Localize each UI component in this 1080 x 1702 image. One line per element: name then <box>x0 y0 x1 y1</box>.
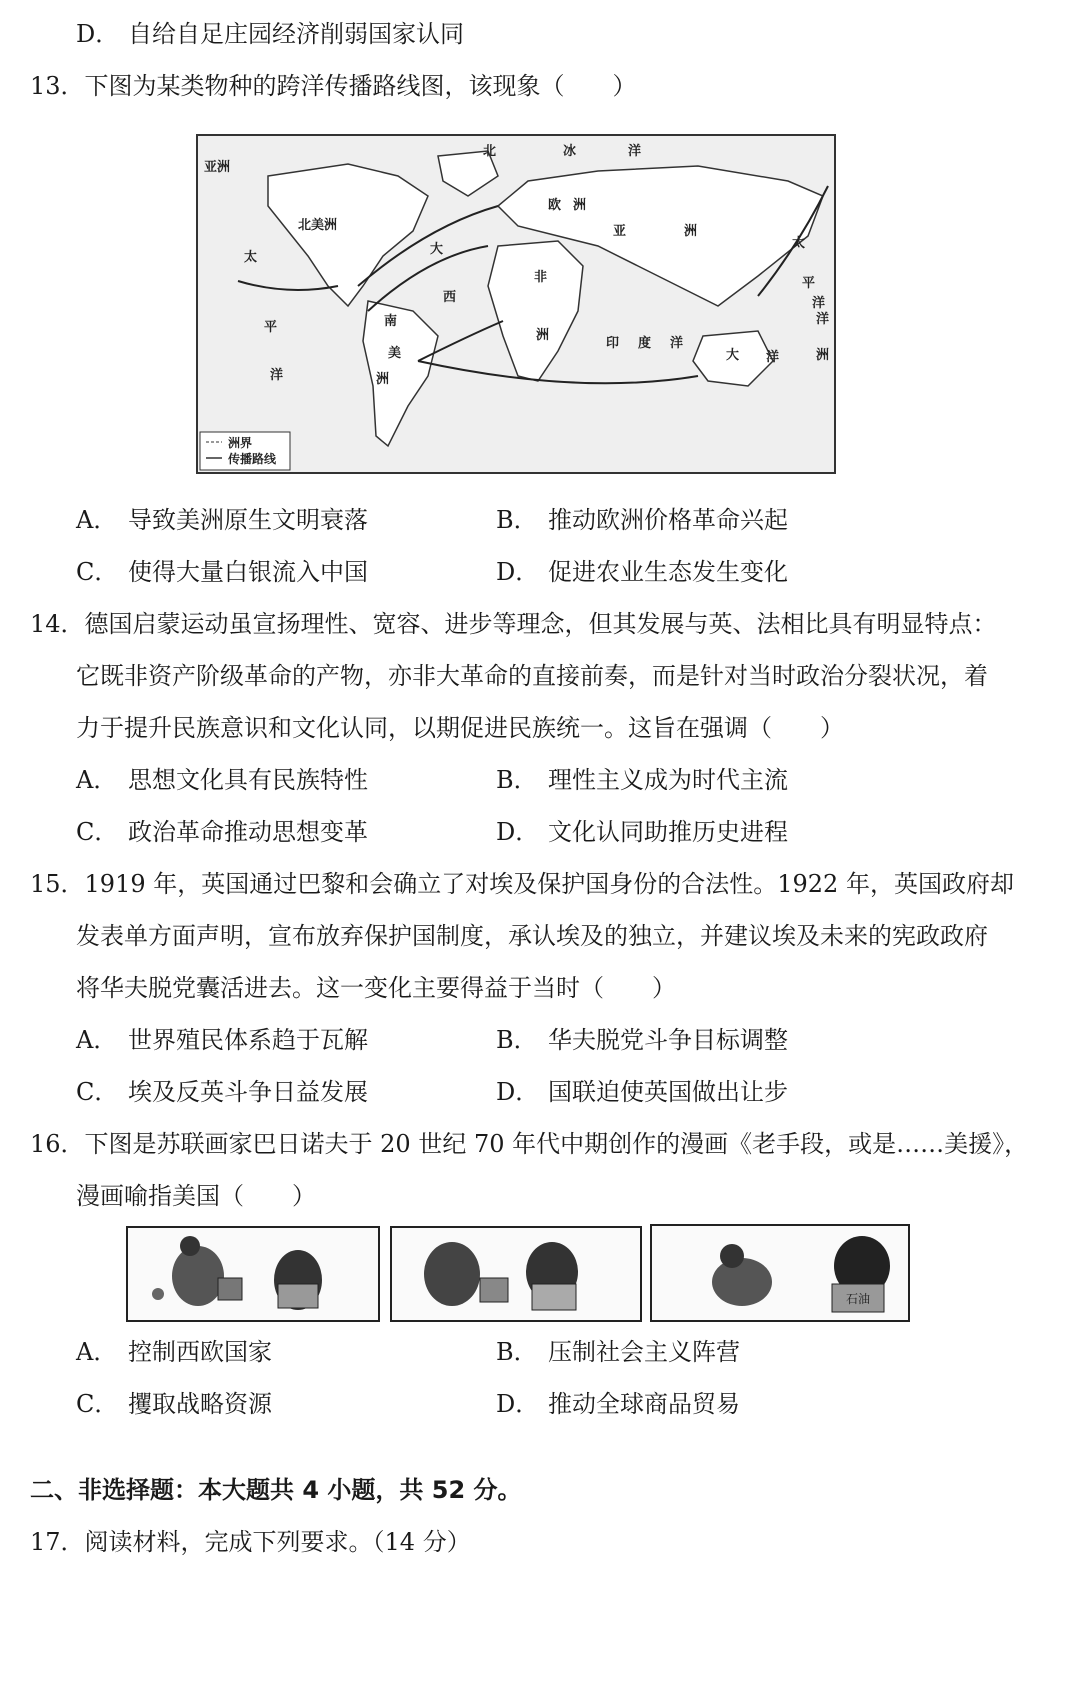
q15-option-a[interactable] <box>76 1024 368 1056</box>
map-label: 洋 <box>766 350 780 365</box>
option-letter: A． <box>76 506 118 534</box>
option-text: 政治革命推动思想变革 <box>128 818 368 846</box>
section-title: 二、非选择题：本大题共 4 小题，共 52 分。 <box>30 1476 522 1504</box>
map-label: 北美洲 <box>298 218 338 233</box>
option-letter: D． <box>496 1390 540 1418</box>
map-label: 大 <box>430 242 444 257</box>
map-label: 平 <box>802 276 816 291</box>
option-letter: B． <box>496 1026 538 1054</box>
q15-stem-line-3: 将华夫脱党囊活进去。这一变化主要得益于当时（ ） <box>76 974 676 1002</box>
option-text: 国联迫使英国做出让步 <box>548 1078 788 1106</box>
q15-stem-line-1: 15．1919 年，英国通过巴黎和会确立了对埃及保护国身份的合法性。1922 年，英国政府却 <box>30 870 1014 898</box>
map-label: 洋 <box>628 144 642 159</box>
q15-option-b[interactable] <box>496 1024 788 1056</box>
q15-option-c[interactable] <box>76 1076 368 1108</box>
cartoon-figure-svg <box>392 1228 640 1320</box>
option-letter: D． <box>76 20 120 48</box>
map-label: 美 <box>388 346 402 361</box>
legend-label-route: 传播路线 <box>228 452 277 466</box>
q14-stem-line-1: 14．德国启蒙运动虽宣扬理性、宽容、进步等理念，但其发展与英、法相比具有明显特点： <box>30 610 997 638</box>
q16-option-b[interactable] <box>496 1336 740 1368</box>
q14-stem-line-3: 力于提升民族意识和文化认同，以期促进民族统一。这旨在强调（ ） <box>76 714 844 742</box>
option-letter: D． <box>496 1078 540 1106</box>
q16-stem-line-2: 漫画喻指美国（ ） <box>76 1182 316 1210</box>
map-label: 洲 <box>816 348 830 363</box>
map-label: 洋 <box>812 296 826 311</box>
cartoon-panel-1 <box>126 1226 380 1322</box>
q16-stem-line-1: 16．下图是苏联画家巴日诺夫于 20 世纪 70 年代中期创作的漫画《老手段，或是……美援》， <box>30 1130 1029 1158</box>
option-letter: C． <box>76 1390 119 1418</box>
option-letter: A． <box>76 1338 118 1366</box>
map-label: 非 <box>534 270 548 285</box>
q15-stem-line-2: 发表单方面声明，宣布放弃保护国制度，承认埃及的独立，并建议埃及未来的宪政政府 <box>76 922 988 950</box>
cartoon-box-label: 石油 <box>846 1292 871 1306</box>
cartoon-figure-svg <box>128 1228 378 1320</box>
option-text: 促进农业生态发生变化 <box>548 558 788 586</box>
option-text: 控制西欧国家 <box>128 1338 272 1366</box>
option-text: 攫取战略资源 <box>128 1390 272 1418</box>
world-map-figure <box>196 134 836 474</box>
cartoon-panel-2 <box>390 1226 642 1322</box>
world-map-svg <box>198 136 834 472</box>
map-label: 洲 <box>376 372 390 387</box>
option-letter: B． <box>496 506 538 534</box>
q13-stem: 13．下图为某类物种的跨洋传播路线图，该现象（ ） <box>30 72 637 100</box>
option-text: 埃及反英斗争日益发展 <box>128 1078 368 1106</box>
option-letter: A． <box>76 766 118 794</box>
option-letter: D． <box>496 818 540 846</box>
option-letter: D． <box>496 558 540 586</box>
option-text: 文化认同助推历史进程 <box>548 818 788 846</box>
map-label: 洲 <box>536 328 550 343</box>
map-label: 平 <box>264 320 278 335</box>
map-label: 北 <box>483 144 497 159</box>
option-letter: A． <box>76 1026 118 1054</box>
q17-stem: 17．阅读材料，完成下列要求。（14 分） <box>30 1528 471 1556</box>
q16-option-d[interactable] <box>496 1388 740 1420</box>
map-label: 太 <box>792 236 806 251</box>
map-label: 亚 <box>613 224 627 239</box>
option-text: 推动欧洲价格革命兴起 <box>548 506 788 534</box>
option-text: 世界殖民体系趋于瓦解 <box>128 1026 368 1054</box>
map-label: 度 <box>638 336 652 351</box>
q14-option-d[interactable] <box>496 816 788 848</box>
option-letter: C． <box>76 558 119 586</box>
map-label: 洋 <box>816 312 830 327</box>
legend-label-border: 洲界 <box>228 436 253 450</box>
option-text: 导致美洲原生文明衰落 <box>128 506 368 534</box>
map-label: 南 <box>384 314 398 329</box>
option-text: 推动全球商品贸易 <box>548 1390 740 1418</box>
map-label: 洲 <box>684 224 698 239</box>
q14-option-a[interactable] <box>76 764 368 796</box>
option-text: 华夫脱党斗争目标调整 <box>548 1026 788 1054</box>
map-label: 亚洲 <box>204 160 231 175</box>
option-text: 压制社会主义阵营 <box>548 1338 740 1366</box>
q14-stem-line-2: 它既非资产阶级革命的产物，亦非大革命的直接前奏，而是针对当时政治分裂状况，着 <box>76 662 988 690</box>
q16-option-a[interactable] <box>76 1336 272 1368</box>
q13-option-b[interactable] <box>496 504 788 536</box>
option-letter: B． <box>496 766 538 794</box>
q13-option-d[interactable] <box>496 556 788 588</box>
option-letter: C． <box>76 818 119 846</box>
map-label: 欧 <box>548 198 562 213</box>
option-letter: C． <box>76 1078 119 1106</box>
option-text: 使得大量白银流入中国 <box>128 558 368 586</box>
map-label: 洲 <box>573 198 587 213</box>
option-text: 思想文化具有民族特性 <box>128 766 368 794</box>
map-label: 西 <box>443 290 457 305</box>
q12-option-d[interactable] <box>76 18 464 50</box>
q13-option-c[interactable] <box>76 556 368 588</box>
q14-option-b[interactable] <box>496 764 788 796</box>
map-label: 印 <box>606 336 620 351</box>
map-label: 洋 <box>670 336 684 351</box>
map-label: 冰 <box>563 144 577 159</box>
q15-option-d[interactable] <box>496 1076 788 1108</box>
option-text: 理性主义成为时代主流 <box>548 766 788 794</box>
option-letter: B． <box>496 1338 538 1366</box>
option-text: 自给自足庄园经济削弱国家认同 <box>128 20 464 48</box>
q14-option-c[interactable] <box>76 816 368 848</box>
map-label: 洋 <box>270 368 284 383</box>
q16-option-c[interactable] <box>76 1388 272 1420</box>
cartoon-panel-3 <box>650 1224 910 1322</box>
map-label: 大 <box>726 348 740 363</box>
q13-option-a[interactable] <box>76 504 368 536</box>
map-label: 太 <box>244 250 258 265</box>
